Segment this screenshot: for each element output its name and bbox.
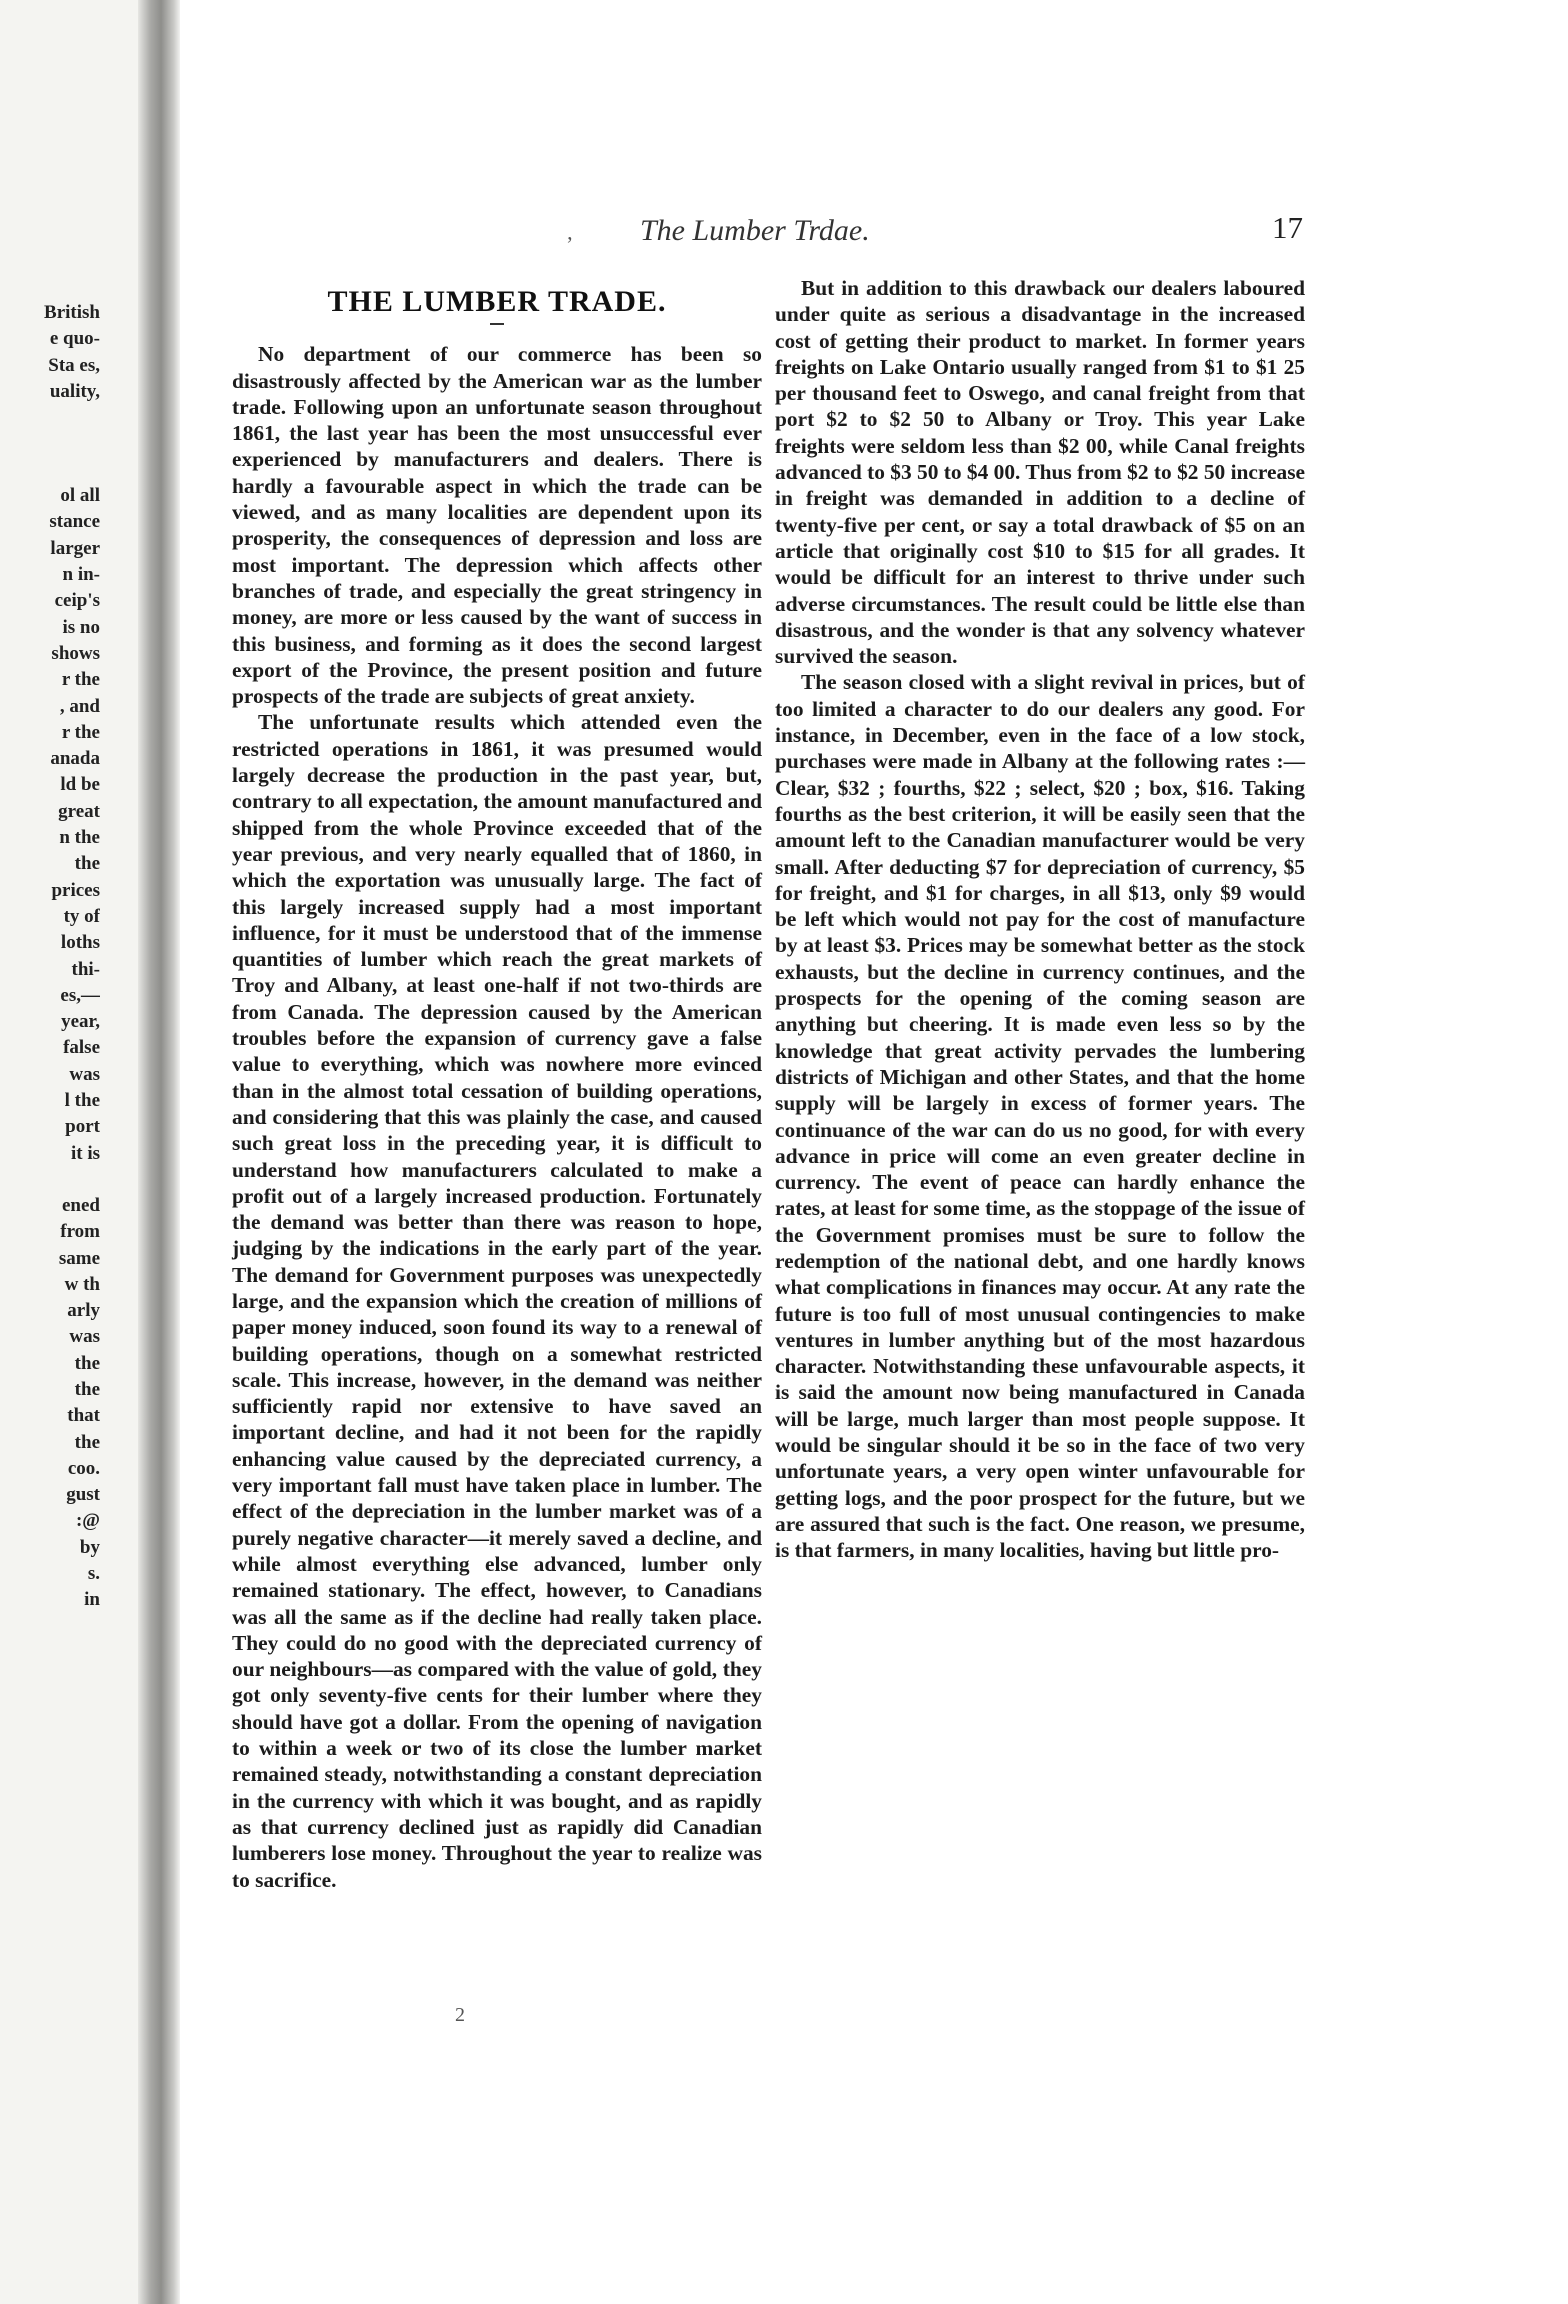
fragment-line: stance — [49, 511, 100, 533]
fragment-line: the — [74, 1431, 100, 1453]
fragment-line: uality, — [49, 380, 100, 402]
fragment-line: great — [58, 800, 100, 822]
fragment-line: anada — [50, 748, 100, 770]
column-left — [232, 275, 762, 1893]
fragment-line: n in- — [62, 564, 100, 586]
fragment-line: shows — [51, 642, 100, 664]
fragment-gap — [0, 405, 100, 431]
fragment-line: ty of — [63, 905, 100, 927]
fragment-line: same — [58, 1247, 100, 1269]
fragment-line: it is — [70, 1142, 100, 1164]
fragment-line: ld be — [60, 774, 100, 796]
fragment-line: s. — [87, 1563, 100, 1585]
fragment-line: l the — [64, 1090, 100, 1112]
fragment-line: by — [79, 1536, 100, 1558]
fragment-line: was — [69, 1063, 100, 1085]
fragment-line: was — [69, 1326, 100, 1348]
fragment-line: year, — [61, 1011, 100, 1033]
fragment-line: the — [74, 1352, 100, 1374]
fragment-line: loths — [60, 932, 100, 954]
fragment-line: arly — [67, 1300, 100, 1322]
fragment-line: ened — [62, 1194, 100, 1216]
fragment-line: r the — [61, 669, 100, 691]
fragment-line: British — [44, 302, 100, 323]
paragraph-4: The season closed with a slight revival in prices, but of too limited a character to do our dealers any good. For instance, in December, even in the face of a low stock, purchases were made in Albany at the following rates :—Clear, $32 ; fourths, $22 ; select, $20 ; box, $16. Taking fourths as the best criterion, it will be easily seen that the amount left to the Canadian manufacturer would be very small. After deducting $7 for depreciation of currency, $5 for freight, and $1 for charges, in all $13, only $9 would be left which would not pay for the cost of manufacture by at least $3. Prices may be somewhat better as the stock exhausts, but the decline in currency continues, and the prospects for the opening of the coming season are anything but cheering. It is made even less so by the knowledge that great activity pervades the lumbering districts of Michigan and other States, and that the home supply will be largely in excess of former years. The continuance of the war can do us no good, for with every advance in price will come an even greater decline in currency. The event of peace can hardly enhance the rates, at least for some time, as the stoppage of the issue of the Government promises must be sure to follow the redemption of the national debt, and one hardly knows what complications in finances may occur. At any rate the future is too full of most unusual contingencies to make ventures in lumber anything but of the most hazardous character. Notwithstanding these unfavourable aspects, it is said the amount now being manufactured in Canada will be large, much larger than most people suppose. It would be singular should it be so in the face of two very unfortunate years, a very open winter unfavourable for getting logs, and the poor prospect for the future, but we are assured that such is the fact. One reason, we presume, is that farmers, in many localities, having but little pro- — [775, 670, 1305, 1563]
fragment-line: from — [60, 1221, 100, 1243]
fragment-line: w th — [64, 1273, 100, 1295]
fragment-line: n the — [59, 827, 100, 849]
fragment-line: es,— — [60, 984, 100, 1006]
page-number: 17 — [1272, 210, 1303, 245]
fragment-line: , and — [59, 695, 100, 717]
fragment-line: the — [74, 853, 100, 875]
fragment-line: coo. — [67, 1457, 100, 1479]
title-rule — [490, 323, 504, 325]
fragment-line: false — [63, 1037, 100, 1059]
fragment-line: gust — [66, 1484, 100, 1506]
fragment-gap — [0, 431, 100, 457]
previous-page-edge — [0, 0, 150, 2304]
fragment-line: Sta es, — [48, 354, 100, 376]
fragment-line: the — [74, 1378, 100, 1400]
fragment-gap — [0, 457, 100, 483]
signature-mark: 2 — [455, 2004, 465, 2026]
running-title: The Lumber Trdae. — [640, 214, 870, 247]
fragment-line: in — [84, 1589, 100, 1611]
fragment-line: ceip's — [54, 590, 100, 612]
previous-page-fragments — [0, 300, 100, 1614]
fragment-gap — [0, 1167, 100, 1193]
paragraph-3: But in addition to this drawback our dealers laboured under quite as serious a disadvantage in the increased cost of getting their product to market. In former years freights on Lake Ontario usually ranged from $1 to $1 25 per thousand feet to Oswego, and canal freight from that port $2 to $2 50 to Albany or Troy. This year Lake freights were seldom less than $2 00, while Canal freights advanced to $3 50 to $4 00. Thus from $2 to $2 50 increase in freight was demanded in addition to a decline of twenty-five per cent, or say a total drawback of $5 on an article that originally cost $10 to $15 for all grades. It would be difficult for an interest to thrive under such adverse circumstances. The result could be little else than disastrous, and the wonder is that any solvency whatever survived the season. — [775, 276, 1306, 669]
book-gutter — [138, 0, 180, 2304]
fragment-line: prices — [51, 879, 100, 901]
column-right — [775, 275, 1305, 1564]
fragment-line: ol all — [60, 485, 100, 507]
fragment-line: r the — [61, 721, 100, 743]
article-title: THE LUMBER TRADE. — [327, 285, 667, 318]
fragment-line: e quo- — [49, 328, 100, 350]
fragment-line: port — [65, 1116, 100, 1138]
fragment-line: larger — [50, 537, 100, 559]
paragraph-1: No department of our commerce has been so disastrously affected by the American war as the lumber trade. Following upon an unfortunate season throughout 1861, the last year has been the most unsuccessful ever experienced by manufacturers and dealers. There is hardly a favourable aspect in which the trade can be viewed, and as many localities are dependent upon its prosperity, the consequences of depression and loss are most important. The depression which affects other branches of trade, and especially the great stringency in money, are more or less caused by the want of success in this business, and forming as it does the second largest export of the Province, the present position and future prospects of the trade are subjects of great anxiety. — [232, 342, 762, 709]
paragraph-2: The unfortunate results which attended even the restricted operations in 1861, it was presumed would largely decrease the production in the past year, but, contrary to all expectation, the amount manufactured and shipped from the whole Province exceeded that of the year previous, and very nearly equalled that of 1860, in which the exportation was unusually large. The fact of this largely increased supply had a most important influence, for it must be understood that of the immense quantities of lumber which reach the great markets of Troy and Albany, at least one-half if not two-thirds are from Canada. The depression caused by the American troubles before the expansion of currency gave a false value to everything, which was nowhere more evinced than in the almost total cessation of building operations, and considering that this was plainly the case, and caused such great loss in the preceding year, it is difficult to understand how manufacturers calculated to make a profit out of a largely increased production. Fortunately the demand was better than there was reason to hope, judging by the indications in the early part of the year. The demand for Government purposes was unexpectedly large, and the expansion which the creation of millions of paper money induced, soon found its way to a renewal of building operations, though on a somewhat restricted scale. This increase, however, in the demand was neither sufficiently rapid nor extensive to have saved an important decline, and had it not been for the rapidly enhancing value caused by the depreciated currency, a very important fall must have taken place in lumber. The effect of the depreciation in the lumber market was of a purely negative character—it merely saved a decline, and while almost everything else advanced, lumber only remained stationary. The effect, however, to Canadians was all the same as if the decline had really taken place. They could do no good with the depreciated currency of our neighbours—as compared with the value of gold, they got only seventy-five cents for their lumber where they should have got a dollar. From the opening of navigation to within a week or two of its close the lumber market remained steady, notwithstanding a constant depreciation in the currency with which it was bought, and as rapidly as that currency declined just as rapidly did Canadian lumberers lose money. Throughout the year to realize was to sacrifice. — [232, 710, 762, 1892]
fragment-line: is no — [62, 616, 100, 638]
fragment-line: thi- — [71, 958, 100, 980]
fragment-line: :@ — [75, 1510, 100, 1532]
header-mark: ʼ — [566, 232, 574, 257]
fragment-line: that — [67, 1405, 100, 1427]
